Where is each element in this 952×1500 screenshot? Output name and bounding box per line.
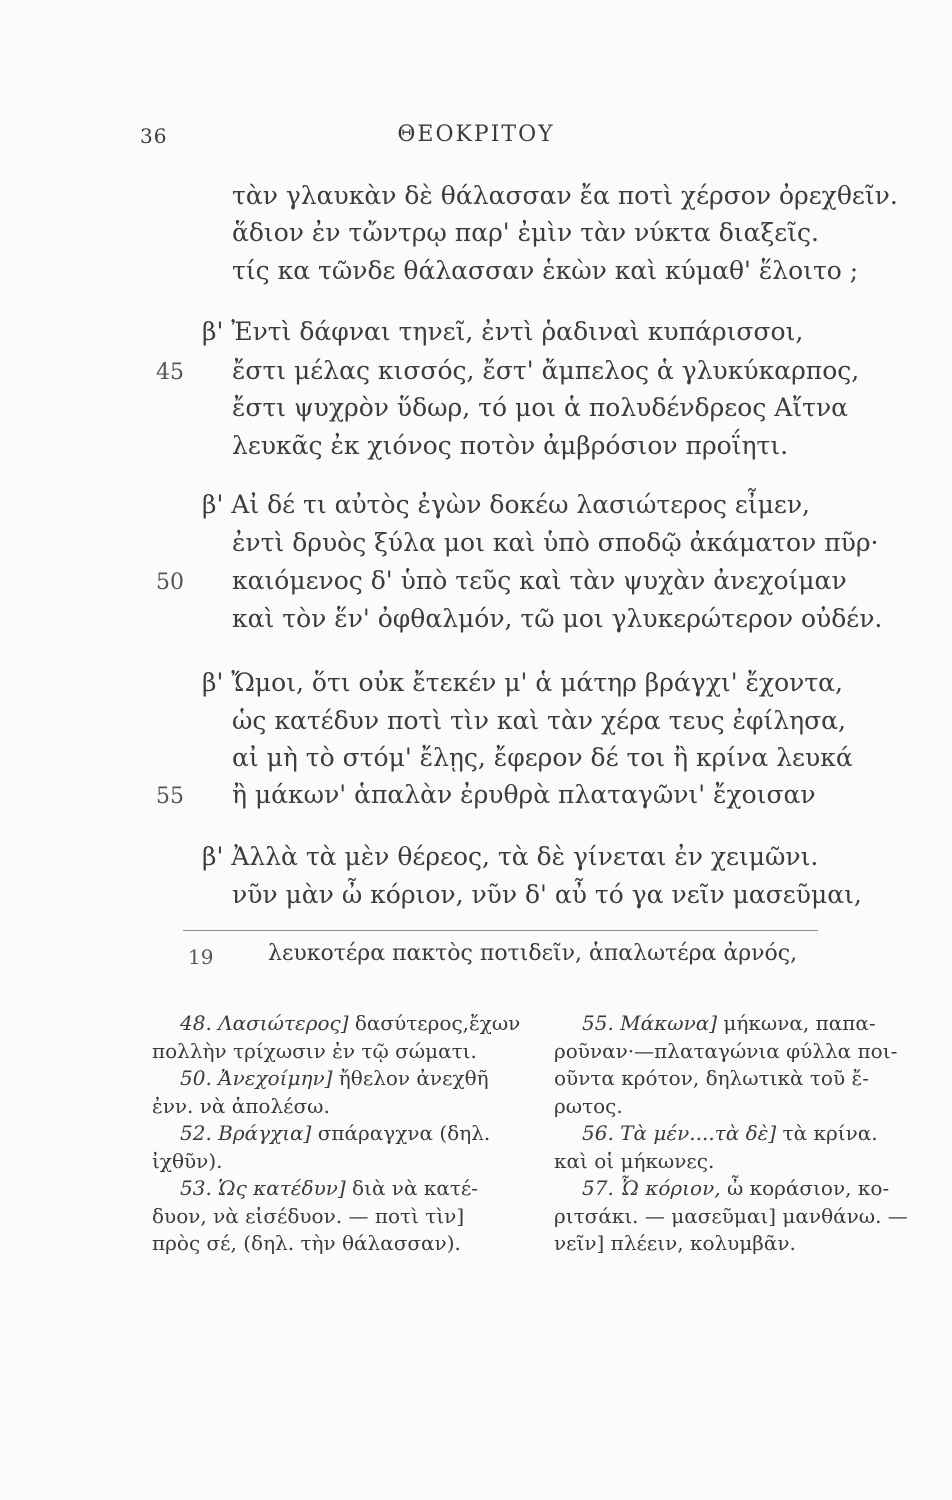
poem-line: β' Ἀλλὰ τὰ μὲν θέρεος, τὰ δὲ γίνεται ἐν χειμῶνι. xyxy=(202,842,819,871)
poem-line: ἔστι ψυχρὸν ὕδωρ, τό μοι ἁ πολυδένδρεος Αἴτνα xyxy=(232,393,849,422)
poem-line: λευκᾶς ἐκ χιόνος ποτὸν ἀμβρόσιον προΐητι. xyxy=(232,431,789,460)
footnote-divider xyxy=(183,930,818,931)
poem-line: ἢ μάκων' ἁπαλὰν ἐρυθρὰ πλαταγῶνι' ἔχοισαν xyxy=(232,780,816,809)
note-line: ροῦναν·—πλαταγώνια φύλλα ποι- xyxy=(554,1038,898,1063)
note-line: οῦντα κρότον, δηλωτικὰ τοῦ ἔ- xyxy=(554,1066,869,1090)
notes-left-column xyxy=(152,1010,521,1258)
note-text: διὰ νὰ κατέ- xyxy=(345,1176,479,1200)
variant-line-number: 19 xyxy=(188,945,214,969)
note-line: ἰχθῦν). xyxy=(152,1148,223,1173)
note-lemma: 48. Λασιώτερος] xyxy=(180,1011,349,1035)
line-number: 45 xyxy=(156,360,184,385)
poem-line: β' Αἰ δέ τι αὐτὸς ἐγὼν δοκέω λασιώτερος εἶμεν, xyxy=(202,490,810,519)
poem-line: β' Ἐντὶ δάφναι τηνεῖ, ἐντὶ ῥαδιναὶ κυπάρισσοι, xyxy=(202,317,804,346)
note-text: ὦ κοράσιον, κο- xyxy=(720,1176,890,1200)
note-line: δυον, νὰ εἰσέδυον. — ποτὶ τὶν] xyxy=(152,1203,465,1228)
poem-line: ἅδιον ἐν τὤντρῳ παρ' ἐμὶν τὰν νύκτα διαξεῖς. xyxy=(232,218,819,247)
running-title: ΘΕΟΚΡΙΤΟΥ xyxy=(397,122,555,147)
note-line xyxy=(152,1010,521,1038)
note-lemma: 55. Μάκωνα] xyxy=(582,1011,718,1035)
note-line xyxy=(554,1120,914,1148)
page-number: 36 xyxy=(140,124,168,148)
note-line: πρὸς σέ, (δηλ. τὴν θάλασσαν). xyxy=(152,1231,461,1255)
poem-line: β' Ὤμοι, ὅτι οὐκ ἔτεκέν μ' ἁ μάτηρ βράγχι' ἔχοντα, xyxy=(202,668,843,697)
note-text: δασύτερος,ἔχων xyxy=(348,1011,521,1035)
poem-line: καιόμενος δ' ὑπὸ τεῦς καὶ τὰν ψυχὰν ἀνεχοίμαν xyxy=(232,566,847,595)
note-line xyxy=(152,1120,512,1148)
notes-right-column xyxy=(554,1010,914,1258)
poem-line: τίς κα τῶνδε θάλασσαν ἑκὼν καὶ κύμαθ' ἕλοιτο ; xyxy=(232,256,859,285)
poem-line: τὰν γλαυκὰν δὲ θάλασσαν ἔα ποτὶ χέρσον ὀρεχθεῖν. xyxy=(232,181,898,210)
note-lemma: 52. Βράγχια] xyxy=(180,1121,312,1145)
note-line: καὶ οἱ μήκωνες. xyxy=(554,1148,715,1173)
note-line: νεῖν] πλέειν, κολυμβᾶν. xyxy=(554,1231,796,1255)
line-number: 55 xyxy=(156,784,184,809)
note-line xyxy=(152,1065,512,1093)
note-lemma: 53. Ὡς κατέδυν] xyxy=(180,1176,346,1200)
note-line: πολλὴν τρίχωσιν ἐν τῷ σώματι. xyxy=(152,1038,477,1063)
note-line xyxy=(554,1010,914,1038)
poem-line: ὡς κατέδυν ποτὶ τὶν καὶ τὰν χέρα τευς ἐφίλησα, xyxy=(232,706,846,735)
note-lemma: 56. Τὰ μέν....τὰ δὲ] xyxy=(582,1121,777,1145)
note-lemma: 50. Ἀνεχοίμην] xyxy=(180,1066,333,1090)
poem-line: ἔστι μέλας κισσός, ἔστ' ἄμπελος ἁ γλυκύκαρπος, xyxy=(232,356,860,385)
poem-line: αἰ μὴ τὸ στόμ' ἔλῃς, ἔφερον δέ τοι ἢ κρίνα λευκά xyxy=(232,743,853,772)
note-line: ἐνν. νὰ ἀπολέσω. xyxy=(152,1093,330,1118)
note-text: σπάραγχνα (δηλ. xyxy=(311,1121,491,1145)
note-text: ἤθελον ἀνεχθῆ xyxy=(332,1066,489,1090)
line-number: 50 xyxy=(156,570,184,595)
note-line: ρωτος. xyxy=(554,1093,623,1118)
poem-line: ἐντὶ δρυὸς ξύλα μοι καὶ ὑπὸ σποδῷ ἀκάματον πῦρ· xyxy=(232,528,879,557)
note-text: μήκωνα, παπα- xyxy=(717,1011,876,1035)
variant-reading: λευκοτέρα πακτὸς ποτιδεῖν, ἁπαλωτέρα ἀρνός, xyxy=(268,941,798,966)
note-line xyxy=(152,1175,512,1203)
note-text: τὰ κρίνα. xyxy=(776,1121,878,1145)
poem-line: νῦν μὰν ὦ κόριον, νῦν δ' αὖ τό γα νεῖν μασεῦμαι, xyxy=(232,880,862,909)
note-line xyxy=(554,1175,914,1203)
poem-line: καὶ τὸν ἕν' ὀφθαλμόν, τῶ μοι γλυκερώτερον οὐδέν. xyxy=(232,604,883,633)
note-line: ριτσάκι. — μασεῦμαι] μανθάνω. — xyxy=(554,1203,908,1228)
note-lemma: 57. Ὦ κόριον, xyxy=(582,1176,721,1200)
